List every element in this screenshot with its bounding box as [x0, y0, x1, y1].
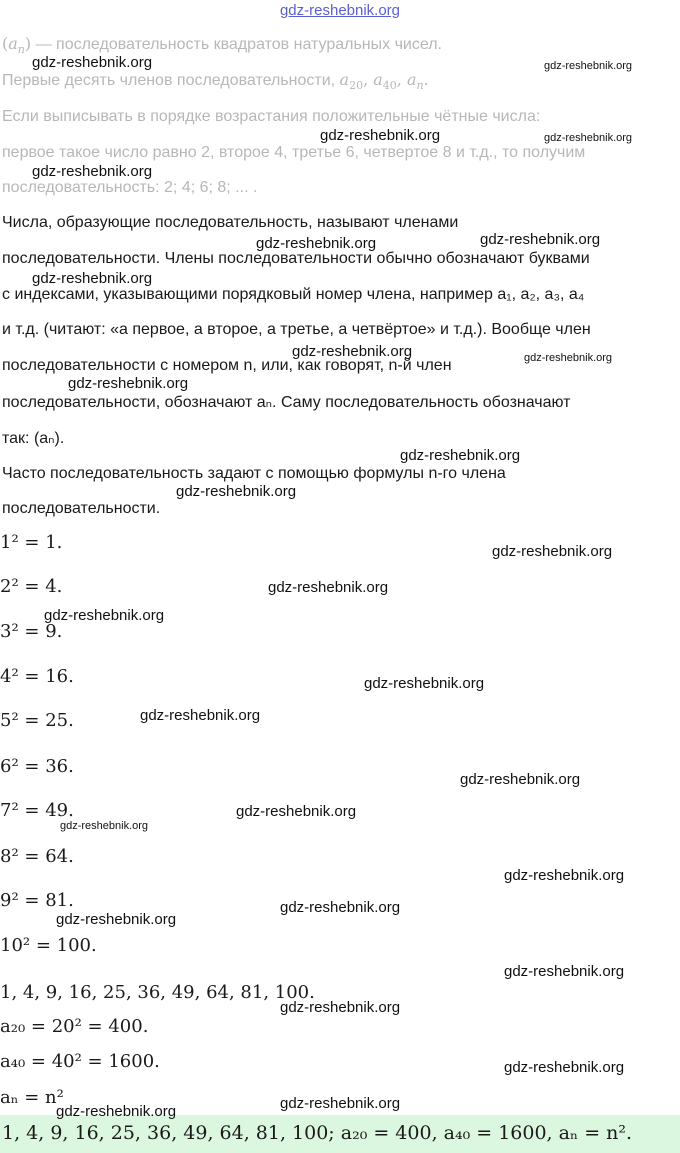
watermark: gdz-reshebnik.org [280, 899, 401, 916]
theory-line-9: последовательности. [2, 500, 161, 517]
watermark: gdz-reshebnik.org [56, 911, 177, 928]
theory-line-7: так: (aₙ). [2, 430, 65, 447]
watermark: gdz-reshebnik.org [544, 60, 633, 72]
watermark: gdz-reshebnik.org [256, 235, 377, 252]
watermark: gdz-reshebnik.org [480, 231, 601, 248]
square-eq-7: 7² = 49. [0, 800, 74, 821]
watermark: gdz-reshebnik.org [68, 375, 189, 392]
watermark: gdz-reshebnik.org [364, 675, 485, 692]
intro-line-2: Первые десять членов последовательности, $a_{20}$, $a_{40}$, $a_n$. [2, 70, 429, 92]
watermark: gdz-reshebnik.org [292, 343, 413, 360]
square-eq-3: 3² = 9. [0, 621, 63, 642]
square-eq-10: 10² = 100. [0, 935, 97, 956]
watermark: gdz-reshebnik.org [504, 867, 625, 884]
watermark: gdz-reshebnik.org [492, 543, 613, 560]
answer-text: 1, 4, 9, 16, 25, 36, 49, 64, 81, 100; a₂₀ = 400, a₄₀ = 1600, aₙ = n². [2, 1122, 633, 1144]
intro-line-5: последовательность: 2; 4; 6; 8; ... . [2, 179, 258, 196]
watermark: gdz-reshebnik.org [268, 579, 389, 596]
watermark: gdz-reshebnik.org [460, 771, 581, 788]
watermark: gdz-reshebnik.org [44, 607, 165, 624]
watermark: gdz-reshebnik.org [400, 447, 521, 464]
intro-line-4: первое такое число равно 2, второе 4, третье 6, четвертое 8 и т.д., то получим [2, 144, 586, 161]
watermark: gdz-reshebnik.org [60, 820, 149, 832]
theory-line-5: последовательности с номером n, или, как говорят, n-й член [2, 357, 452, 374]
watermark: gdz-reshebnik.org [32, 163, 153, 180]
watermark: gdz-reshebnik.org [280, 999, 401, 1016]
square-eq-4: 4² = 16. [0, 666, 74, 687]
site-header-link[interactable]: gdz-reshebnik.org [279, 2, 401, 19]
theory-line-3: с индексами, указывающими порядковый номер члена, например a₁, a₂, a₃, a₄ [2, 286, 585, 303]
theory-line-6: последовательности, обозначают aₙ. Саму последовательность обозначают [2, 394, 571, 411]
watermark: gdz-reshebnik.org [176, 483, 297, 500]
square-eq-8: 8² = 64. [0, 846, 74, 867]
theory-line-1: Числа, образующие последовательность, называют членами [2, 214, 459, 231]
intro-line-3: Если выписывать в порядке возрастания положительные чётные числа: [2, 108, 541, 125]
watermark: gdz-reshebnik.org [56, 1103, 177, 1120]
theory-line-4: и т.д. (читают: «a первое, a второе, a третье, a четвёртое» и т.д.). Вообще член [2, 321, 591, 338]
watermark: gdz-reshebnik.org [544, 132, 633, 144]
watermark: gdz-reshebnik.org [524, 352, 613, 364]
an-formula: aₙ = n² [0, 1087, 64, 1108]
a40-formula: a₄₀ = 40² = 1600. [0, 1051, 160, 1072]
watermark: gdz-reshebnik.org [504, 1059, 625, 1076]
watermark: gdz-reshebnik.org [32, 54, 153, 71]
watermark: gdz-reshebnik.org [320, 127, 441, 144]
square-eq-2: 2² = 4. [0, 576, 63, 597]
sequence-line: 1, 4, 9, 16, 25, 36, 49, 64, 81, 100. [0, 982, 315, 1003]
watermark: gdz-reshebnik.org [32, 270, 153, 287]
a20-formula: a₂₀ = 20² = 400. [0, 1016, 149, 1037]
square-eq-9: 9² = 81. [0, 890, 74, 911]
intro-line-1: $(a_n)$ — последовательность квадратов натуральных чисел. [2, 34, 442, 56]
watermark: gdz-reshebnik.org [140, 707, 261, 724]
square-eq-1: 1² = 1. [0, 532, 63, 553]
watermark: gdz-reshebnik.org [236, 803, 357, 820]
watermark: gdz-reshebnik.org [504, 963, 625, 980]
theory-line-8: Часто последовательность задают с помощью формулы n-го члена [2, 465, 506, 482]
theory-line-2: последовательности. Члены последовательности обычно обозначают буквами [2, 250, 590, 267]
square-eq-6: 6² = 36. [0, 756, 74, 777]
square-eq-5: 5² = 25. [0, 710, 74, 731]
watermark: gdz-reshebnik.org [280, 1095, 401, 1112]
